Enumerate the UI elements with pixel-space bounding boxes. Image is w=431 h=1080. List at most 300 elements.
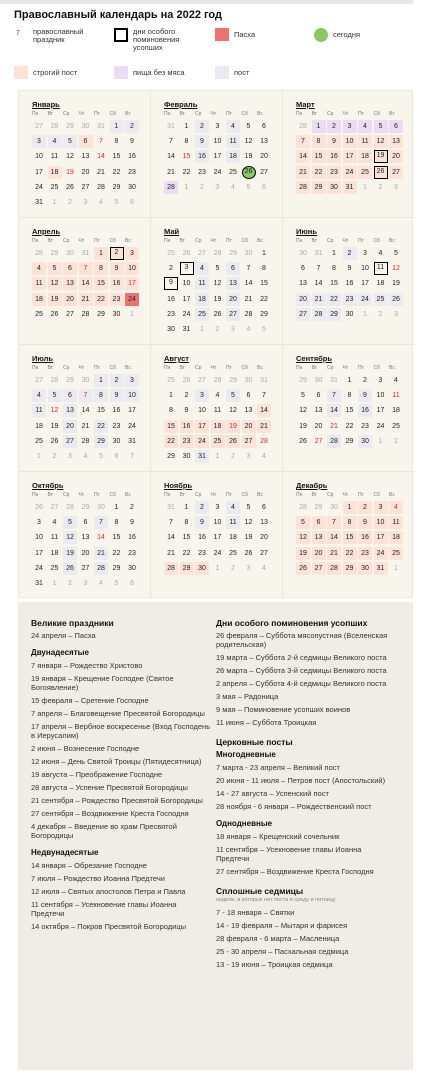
calendar-day: 26 (182, 250, 191, 257)
calendar-day: 2 (52, 453, 57, 460)
calendar-day: 19 (244, 534, 253, 542)
weekday-label: Вт (311, 111, 317, 117)
weekday-label: Сб (373, 365, 380, 371)
calendar-day: 6 (389, 120, 403, 133)
top-bar (0, 0, 413, 4)
calendar-day: 21 (312, 293, 326, 306)
calendar-day: 1 (215, 564, 220, 572)
calendar-day: 26 (299, 437, 307, 445)
calendar-day: 16 (195, 150, 209, 163)
calendar-day: 25 (167, 377, 175, 384)
month-block (151, 472, 283, 599)
calendar-day: 6 (262, 183, 266, 191)
calendar-day: 3 (378, 377, 383, 384)
calendar-day: 9 (358, 389, 372, 402)
calendar-day: 15 (112, 153, 121, 161)
list-item: 13 - 19 июня – Троицкая седмица (216, 960, 333, 969)
calendar-day: 30 (66, 250, 74, 257)
calendar-day: 30 (299, 250, 307, 257)
calendar-day: 17 (195, 420, 209, 433)
calendar-day: 1 (378, 437, 383, 445)
weekday-label: Вс (389, 492, 395, 498)
calendar-day: 28 (312, 308, 326, 321)
calendar-day: 15 (343, 531, 357, 544)
calendar-day: 3 (231, 326, 235, 333)
calendar-day: 7 (316, 265, 321, 273)
list-item: 7 марта - 23 апреля – Великий пост (216, 763, 340, 772)
calendar-day: 19 (213, 295, 222, 303)
calendar-day: 31 (81, 250, 90, 257)
calendar-day: 29 (312, 181, 326, 194)
legend-orthodox-holiday (14, 28, 114, 44)
weekday-label: Вс (389, 111, 395, 117)
calendar-day: 29 (94, 435, 108, 448)
calendar-day: 1 (343, 501, 357, 514)
list-item: 18 января – Крещенский сочельник (216, 832, 340, 841)
weekday-header (164, 365, 282, 373)
calendar-day: 5 (246, 123, 251, 130)
calendar-day: 9 (110, 389, 124, 402)
weekday-label: Ср (327, 111, 334, 117)
calendar-day: 28 (299, 123, 307, 130)
month-block (283, 218, 415, 345)
calendar-day: 1 (363, 183, 367, 191)
weekday-label: Сб (373, 238, 380, 244)
calendar-day: 5 (246, 183, 251, 191)
calendar-day: 7 (94, 516, 108, 529)
continuous-weeks-subtitle: недели, в которых нет поста в среду и пятницу (216, 897, 336, 903)
weekday-label: Пн (296, 111, 303, 117)
calendar-day: 1 (130, 310, 134, 318)
calendar-day: 28 (327, 435, 341, 448)
calendar-day: 26 (50, 437, 59, 445)
calendar-day: 22 (182, 168, 191, 176)
calendar-day: 10 (213, 138, 222, 146)
weekday-label: Чт (210, 492, 217, 498)
great-holidays-list (31, 631, 211, 640)
calendar-day: 30 (112, 310, 121, 318)
calendar-day: 15 (112, 534, 121, 542)
calendar-day: 3 (394, 310, 398, 318)
calendar-day: 3 (215, 183, 220, 191)
calendar-day: 27 (66, 310, 74, 318)
weekday-header (32, 492, 150, 500)
weekday-label: Чт (342, 365, 349, 371)
calendar-day: 5 (374, 120, 388, 133)
calendar-day: 2 (394, 437, 398, 445)
calendar-day: 24 (213, 549, 222, 557)
calendar-day: 26 (50, 310, 59, 318)
calendar-day: 17 (374, 531, 388, 544)
calendar-day: 6 (130, 199, 134, 206)
calendar-day: 22 (112, 168, 121, 176)
calendar-day: 11 (50, 534, 59, 542)
calendar-day: 22 (260, 295, 268, 303)
weekday-label: Чт (78, 492, 85, 498)
calendar-day: 28 (213, 250, 222, 257)
calendar-day: 30 (128, 564, 136, 572)
calendar-day: 28 (327, 562, 341, 575)
calendar-day: 8 (347, 392, 352, 400)
calendar-day: 2 (378, 310, 383, 318)
calendar-day: 10 (213, 519, 222, 527)
calendar-day: 8 (184, 519, 189, 527)
weekday-label: Вт (311, 365, 317, 371)
weekday-header (164, 492, 282, 500)
list-item: 4 декабря – Введение во храм Пресвятой Богородицы (31, 822, 177, 840)
calendar-day: 6 (316, 392, 321, 400)
month-name: Ноябрь (164, 481, 193, 490)
calendar-day: 1 (312, 120, 326, 133)
calendar-day: 28 (50, 123, 59, 130)
calendar-day: 5 (262, 326, 266, 333)
great-holidays-title: Великие праздники (31, 618, 114, 628)
calendar-day: 25 (195, 308, 209, 321)
calendar-day: 20 (296, 293, 310, 306)
calendar-day: 5 (48, 389, 62, 402)
calendar-day: 6 (246, 392, 251, 400)
month-block (19, 345, 151, 472)
list-item: 12 июня – День Святой Троицы (Пятидесятница) (31, 757, 202, 766)
calendar-day: 25 (392, 422, 400, 430)
calendar-day: 6 (301, 265, 305, 273)
legend-fast (215, 66, 295, 79)
calendar-day: 26 (389, 293, 403, 306)
list-item: 12 июля – Святых апостолов Петра и Павла (31, 887, 186, 896)
weekday-header (296, 111, 415, 119)
calendar-day: 3 (125, 247, 139, 260)
calendar-day: 29 (299, 377, 307, 384)
calendar-day: 2 (327, 120, 341, 133)
calendar-day: 23 (198, 168, 206, 176)
calendar-day: 4 (226, 501, 240, 514)
calendar-day: 1 (262, 250, 266, 257)
weekday-label: Вс (257, 238, 263, 244)
calendar-day: 18 (32, 293, 46, 306)
calendar-day: 13 (260, 138, 268, 146)
calendar-day: 3 (83, 580, 88, 587)
calendar-day: 30 (358, 435, 372, 448)
calendar-day: 30 (195, 562, 209, 575)
list-item: 26 марта – Суббота 3-й седмицы Великого поста (216, 666, 387, 675)
calendar-day: 14 (314, 280, 323, 288)
calendar-day: 20 (242, 420, 256, 433)
list-item: 11 сентября – Усекновение главы Иоанна Предтечи (216, 845, 362, 863)
calendar-day: 19 (296, 547, 310, 560)
calendar-day: 6 (312, 516, 326, 529)
month-block (19, 218, 151, 345)
calendar-day: 2 (110, 374, 124, 387)
weekday-label: Вс (257, 111, 263, 117)
calendar-day: 3 (246, 564, 251, 572)
weekday-label: Пн (164, 111, 171, 117)
calendar-day: 30 (81, 377, 90, 384)
calendar-day: 29 (327, 308, 341, 321)
calendar-day: 12 (50, 407, 59, 415)
calendar-day: 20 (81, 168, 90, 176)
calendar-day: 4 (231, 183, 235, 191)
calendar-day: 24 (343, 166, 357, 179)
calendar-day: 23 (343, 293, 357, 306)
calendar-day: 10 (376, 392, 385, 400)
calendar-day: 29 (343, 562, 357, 575)
calendar-day: 29 (167, 453, 175, 460)
calendar-day: 10 (361, 265, 369, 273)
legend-label: сегодня (333, 30, 361, 39)
calendar-day: 4 (99, 580, 103, 587)
calendar-day: 27 (81, 564, 90, 572)
calendar-day: 25 (211, 435, 225, 448)
calendar-day: 17 (128, 407, 136, 415)
calendar-day: 26 (296, 562, 310, 575)
calendar-day: 1 (110, 120, 124, 133)
calendar-day: 29 (50, 250, 59, 257)
weekday-header (32, 238, 150, 246)
calendar-day: 24 (374, 547, 388, 560)
weekday-label: Вт (179, 238, 185, 244)
calendar-day: 23 (361, 422, 369, 430)
list-item: 3 мая – Радоница (216, 692, 279, 701)
weekday-label: Ср (63, 492, 70, 498)
calendar-day: 30 (314, 377, 323, 384)
calendar-day: 5 (63, 516, 77, 529)
weekday-label: Пн (32, 492, 39, 498)
calendar-day: 27 (35, 377, 43, 384)
multiday-fasts-list (216, 763, 396, 811)
non-twelve-feasts-title: Недвунадесятые (31, 848, 99, 857)
calendar-day: 25 (50, 183, 59, 191)
calendar-day: 21 (244, 295, 253, 303)
calendar-day: 28 (164, 181, 178, 194)
calendar-day: 28 (296, 181, 310, 194)
calendar-day: 26 (242, 166, 256, 179)
month-block (151, 218, 283, 345)
calendar-day: 31 (182, 326, 191, 333)
calendar-day: 31 (167, 504, 175, 511)
calendar-day: 19 (66, 168, 74, 176)
calendar-day: 17 (361, 280, 369, 288)
calendar-day: 13 (63, 404, 77, 417)
calendar-day: 4 (32, 262, 46, 275)
weekday-label: Пн (164, 492, 171, 498)
weekday-label: Вс (125, 492, 131, 498)
weekday-label: Пт (94, 492, 100, 498)
calendar-day: 2 (231, 564, 235, 572)
calendar-day: 24 (35, 564, 43, 572)
calendar-day: 24 (182, 310, 191, 318)
calendar-day: 25 (389, 547, 403, 560)
weekday-label: Вс (125, 111, 131, 117)
twelve-feasts-title: Двунадесятые (31, 648, 89, 657)
calendar-day: 10 (125, 262, 139, 275)
weekday-label: Сб (373, 492, 380, 498)
list-item: 7 апреля – Благовещение Пресвятой Богородицы (31, 709, 205, 718)
list-item: 14 января – Обрезание Господне (31, 861, 147, 870)
weekday-header (164, 238, 282, 246)
calendar-day: 23 (167, 310, 175, 318)
calendar-day: 11 (226, 516, 240, 529)
list-item: 14 октября – Покров Пресвятой Богородицы (31, 922, 186, 931)
list-item: 28 февраля - 6 марта – Масленица (216, 934, 340, 943)
legend-label: дни особого поминовения усопших (133, 27, 180, 52)
calendar-day: 11 (213, 407, 222, 415)
weekday-label: Чт (78, 111, 85, 117)
list-item: 2 июня – Вознесение Господне (31, 744, 140, 753)
calendar-day: 12 (392, 265, 400, 273)
calendar-day: 10 (198, 407, 206, 415)
calendar-day: 6 (63, 389, 77, 402)
calendar-day: 2 (231, 453, 235, 460)
calendar-day: 28 (299, 504, 307, 511)
calendar-day: 27 (389, 166, 403, 179)
calendar-day: 30 (182, 453, 191, 460)
calendar-day: 1 (332, 250, 336, 257)
calendar-day: 1 (94, 247, 108, 260)
calendar-day: 27 (63, 435, 77, 448)
weekday-label: Вс (389, 238, 395, 244)
calendar-day: 3 (374, 501, 388, 514)
calendar-day: 3 (68, 453, 72, 460)
calendar-day: 4 (262, 453, 266, 460)
calendar-day: 24 (125, 293, 139, 306)
calendar-day: 3 (394, 183, 398, 191)
list-item: 9 мая – Поминовение усопших воинов (216, 705, 351, 714)
weekday-label: Ср (63, 365, 70, 371)
legend-label: строгий пост (33, 68, 78, 77)
calendar-day: 4 (246, 326, 251, 333)
calendar-day: 20 (63, 420, 77, 433)
calendar-day: 8 (332, 265, 336, 273)
list-item: 27 сентября – Воздвижение Креста Господня (31, 809, 189, 818)
calendar-day: 11 (32, 404, 46, 417)
calendar-day: 10 (35, 153, 43, 161)
calendar-day: 19 (299, 422, 307, 430)
calendar-day: 5 (114, 580, 119, 587)
weekday-label: Ср (63, 238, 70, 244)
calendar-day: 3 (195, 389, 209, 402)
continuous-weeks-title: Сплошные седмицы (216, 886, 304, 896)
calendar-day: 5 (296, 516, 310, 529)
calendar-day: 15 (182, 534, 191, 542)
legend-today-swatch (314, 28, 328, 42)
calendar-day: 2 (68, 580, 72, 587)
calendar-day: 22 (312, 166, 326, 179)
calendar-day: 8 (262, 265, 266, 273)
calendar-day: 9 (164, 277, 178, 290)
weekday-label: Ср (327, 492, 334, 498)
legend-memorial (114, 28, 209, 52)
weekday-label: Вт (311, 492, 317, 498)
calendar-day: 29 (112, 564, 121, 572)
month-block (283, 345, 415, 472)
calendar-day: 31 (128, 437, 136, 445)
calendar-day: 7 (169, 519, 173, 527)
calendar-day: 25 (35, 310, 43, 318)
calendar-day: 7 (246, 265, 251, 273)
calendar-day: 23 (358, 547, 372, 560)
calendar-day: 27 (50, 504, 59, 511)
calendar-day: 30 (244, 377, 253, 384)
list-item: 17 апреля – Вербное воскресенье (Вход Господень в Иерусалим) (31, 722, 211, 740)
calendar-day: 22 (164, 435, 178, 448)
calendar-day: 27 (35, 123, 43, 130)
weekday-label: Чт (342, 111, 349, 117)
calendar-day: 13 (312, 531, 326, 544)
calendar-day: 1 (94, 374, 108, 387)
calendar-day: 4 (378, 250, 383, 257)
calendar-day: 29 (81, 504, 90, 511)
weekday-label: Чт (210, 111, 217, 117)
weekday-header (32, 365, 150, 373)
calendar-day: 23 (327, 166, 341, 179)
calendar-day: 28 (213, 377, 222, 384)
calendar-day: 13 (244, 407, 253, 415)
calendar-day: 30 (112, 437, 121, 445)
list-item: 26 февраля – Суббота мясопустная (Вселенская родительская) (216, 631, 388, 649)
church-fasts-title: Церковные посты (216, 737, 293, 747)
calendar-day: 4 (226, 120, 240, 133)
calendar-day: 13 (299, 280, 307, 288)
list-item: 7 января – Рождество Христово (31, 661, 143, 670)
calendar-day: 28 (35, 250, 43, 257)
weekday-label: Пн (296, 365, 303, 371)
weekday-label: Ср (195, 111, 202, 117)
calendar-day: 15 (260, 280, 268, 288)
calendar-day: 10 (374, 516, 388, 529)
calendar-day: 1 (52, 580, 57, 587)
weekday-header (296, 238, 415, 246)
legend-no-meat (114, 66, 214, 79)
weekday-label: Пт (94, 365, 100, 371)
month-block (19, 472, 151, 599)
multiday-fasts-title: Многодневные (216, 750, 276, 759)
calendar-day: 13 (314, 407, 323, 415)
calendar-day: 28 (94, 562, 108, 575)
calendar-day: 9 (130, 138, 134, 146)
calendar-day: 1 (37, 453, 41, 460)
weekday-label: Сб (109, 111, 116, 117)
calendar-day: 24 (35, 183, 43, 191)
calendar-day: 26 (35, 504, 43, 511)
calendar-day: 2 (169, 265, 173, 273)
calendar-day: 17 (213, 153, 222, 161)
calendar-grid (18, 90, 413, 598)
list-item: 11 сентября – Усекновение главы Иоанна Предтечи (31, 900, 177, 918)
weekday-label: Пн (32, 238, 39, 244)
legend-label: Пасха (234, 30, 256, 39)
calendar-day: 12 (48, 277, 62, 290)
legend-easter-swatch (215, 28, 229, 41)
calendar-day: 28 (81, 437, 90, 445)
list-item: 25 - 30 апреля – Пасхальная седмица (216, 947, 349, 956)
calendar-day: 28 (81, 310, 90, 318)
calendar-day: 2 (195, 120, 209, 133)
list-item: 19 марта – Суббота 2-й седмицы Великого поста (216, 653, 387, 662)
weekday-label: Вт (179, 365, 185, 371)
calendar-day: 10 (182, 280, 191, 288)
calendar-day: 5 (215, 265, 220, 273)
calendar-day: 1 (215, 453, 220, 460)
calendar-day: 17 (182, 295, 191, 303)
calendar-day: 31 (343, 181, 357, 194)
calendar-day: 21 (94, 547, 108, 560)
weekday-header (296, 365, 415, 373)
calendar-day: 25 (35, 437, 43, 445)
weekday-header (164, 111, 282, 119)
calendar-day: 4 (48, 135, 62, 148)
calendar-day: 2 (215, 326, 220, 333)
calendar-day: 14 (257, 404, 271, 417)
